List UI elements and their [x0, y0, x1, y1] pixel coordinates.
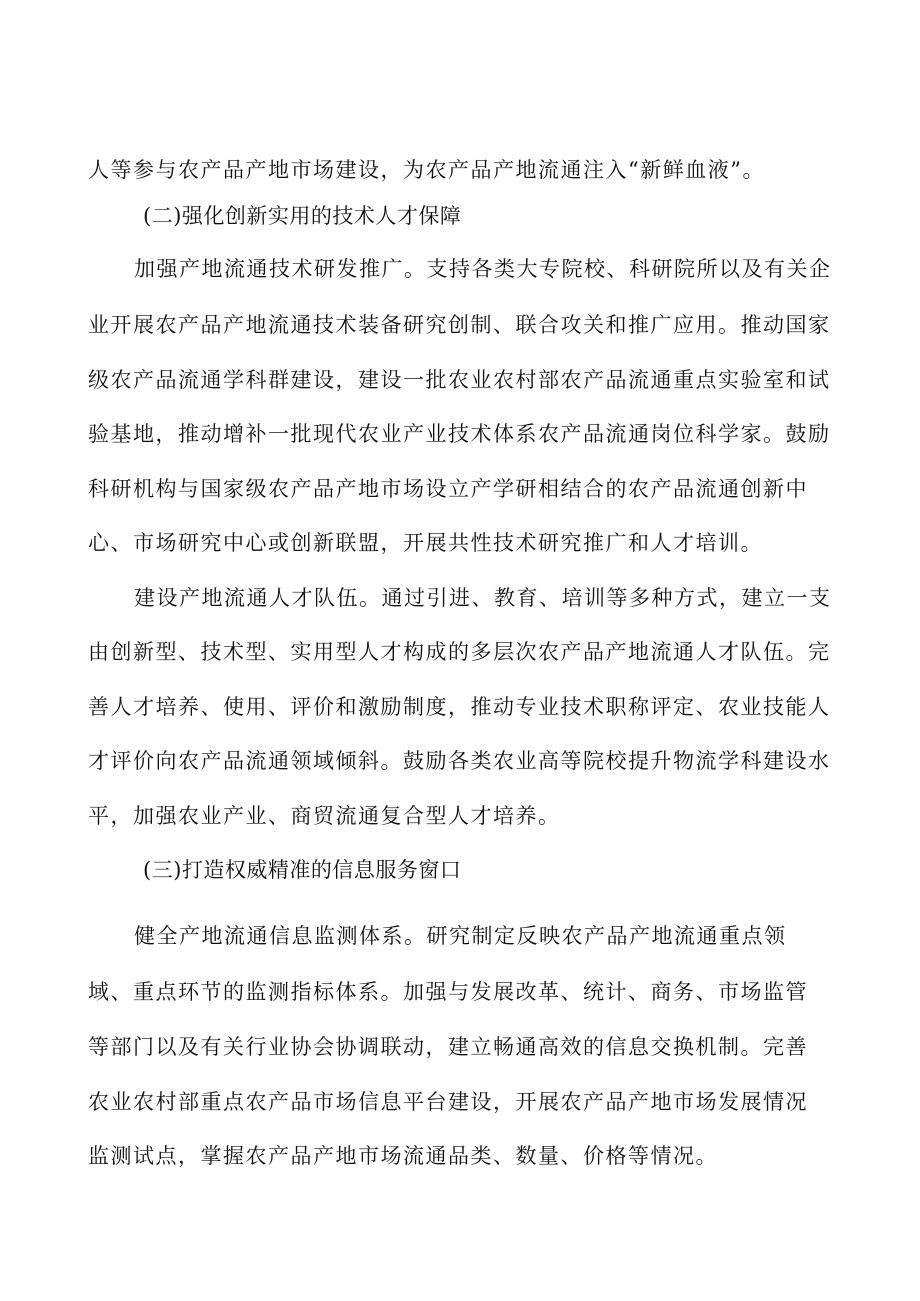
paragraph-line: 才评价向农产品流通领域倾斜。鼓励各类农业高等院校提升物流学科建设水	[88, 749, 831, 773]
paragraph-line: 农业农村部重点农产品市场信息平台建设，开展农产品产地市场发展情况	[88, 1090, 808, 1114]
paragraph-line: 验基地，推动增补一批现代农业产业技术体系农产品流通岗位科学家。鼓励	[88, 422, 831, 446]
section-heading-2: (二)强化创新实用的技术人才保障	[143, 204, 462, 228]
paragraph-line: 业开展农产品产地流通技术装备研究创制、联合攻关和推广应用。推动国家	[88, 313, 831, 337]
paragraph-line: 由创新型、技术型、实用型人才构成的多层次农产品产地流通人才队伍。完	[88, 640, 831, 664]
paragraph-line: 级农产品流通学科群建设，建设一批农业农村部农产品流通重点实验室和试	[88, 368, 831, 392]
paragraph-line: 监测试点，掌握农产品产地市场流通品类、数量、价格等情况。	[88, 1144, 718, 1168]
paragraph-line: 等部门以及有关行业协会协调联动，建立畅通高效的信息交换机制。完善	[88, 1035, 808, 1059]
section-heading-3: (三)打造权威精准的信息服务窗口	[143, 858, 462, 882]
paragraph-line: 加强产地流通技术研发推广。支持各类大专院校、科研院所以及有关企	[134, 257, 832, 281]
paragraph-line: 心、市场研究中心或创新联盟，开展共性技术研究推广和人才培训。	[88, 531, 763, 555]
paragraph-line: 建设产地流通人才队伍。通过引进、教育、培训等多种方式，建立一支	[134, 586, 832, 610]
paragraph-line: 域、重点环节的监测指标体系。加强与发展改革、统计、商务、市场监管	[88, 980, 808, 1004]
paragraph-line: 健全产地流通信息监测体系。研究制定反映农产品产地流通重点领	[134, 924, 787, 948]
paragraph-line: 科研机构与国家级农产品产地市场设立产学研相结合的农产品流通创新中	[88, 477, 808, 501]
paragraph-line: 善人才培养、使用、评价和激励制度，推动专业技术职称评定、农业技能人	[88, 695, 831, 719]
intro-paragraph-line: 人等参与农产品产地市场建设，为农产品产地流通注入“新鲜血液”。	[88, 158, 765, 182]
paragraph-line: 平，加强农业产业、商贸流通复合型人才培养。	[88, 804, 561, 828]
